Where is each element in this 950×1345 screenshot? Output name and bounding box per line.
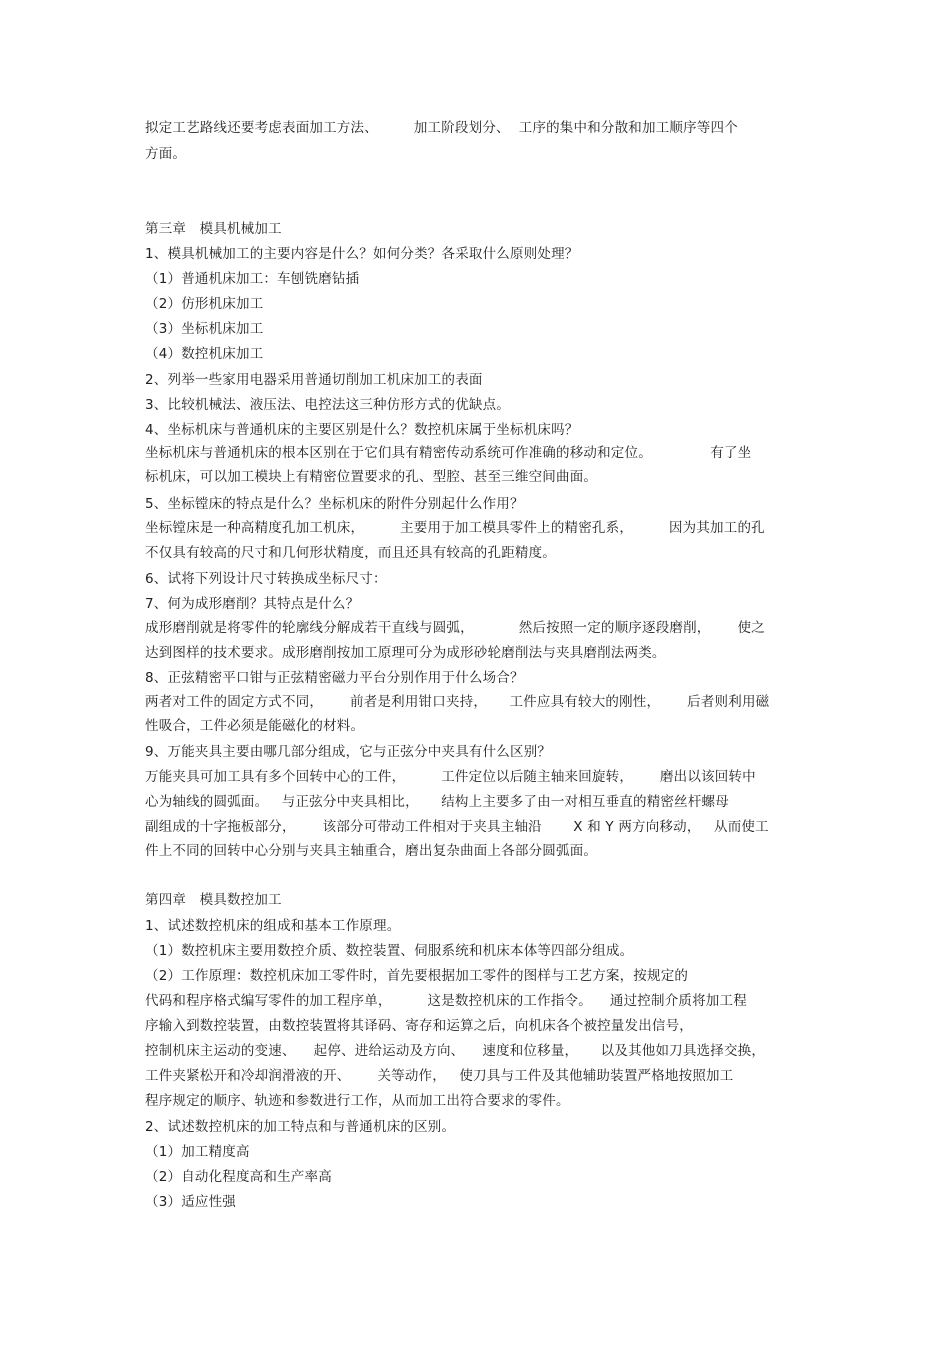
list-item: （4）数控机床加工 bbox=[145, 346, 264, 362]
question: 3、比较机械法、液压法、电控法这三种仿形方式的优缺点。 bbox=[145, 397, 510, 413]
answer-line: 工件夹紧松开和冷却润滑液的开、 关等动作， 使刀具与工件及其他辅助装置严格地按照加工 bbox=[145, 1068, 734, 1084]
answer-line: 万能夹具可加工具有多个回转中心的工件， 工件定位以后随主轴来回旋转， 磨出以该回转中 bbox=[145, 769, 756, 785]
list-item: （3）适应性强 bbox=[145, 1194, 236, 1210]
question: 9、万能夹具主要由哪几部分组成，它与正弦分中夹具有什么区别？ bbox=[145, 744, 552, 760]
answer-line: 两者对工件的固定方式不同， 前者是利用钳口夹持， 工件应具有较大的刚性， 后者则利用磁 bbox=[145, 694, 770, 710]
answer-line: 达到图样的技术要求。成形磨削按加工原理可分为成形砂轮磨削法与夹具磨削法两类。 bbox=[145, 645, 666, 661]
chapter-heading: 第四章 模具数控加工 bbox=[145, 892, 282, 908]
text-line: 方面。 bbox=[145, 146, 187, 162]
answer-line: 件上不同的回转中心分别与夹具主轴重合，磨出复杂曲面上各部分圆弧面。 bbox=[145, 843, 598, 859]
answer-line: 副组成的十字拖板部分， 该部分可带动工件相对于夹具主轴沿 X 和 Y 两方向移动， 从而使工 bbox=[145, 819, 769, 835]
list-item: （2）工作原理：数控机床加工零件时，首先要根据加工零件的图样与工艺方案，按规定的 bbox=[145, 968, 689, 984]
answer-line: 代码和程序格式编写零件的加工程序单， 这是数控机床的工作指令。 通过控制介质将加工程 bbox=[145, 993, 747, 1009]
answer-line: 不仅具有较高的尺寸和几何形状精度，而且还具有较高的孔距精度。 bbox=[145, 545, 556, 561]
list-item: （1）加工精度高 bbox=[145, 1144, 250, 1160]
question: 8、正弦精密平口钳与正弦精密磁力平台分别作用于什么场合？ bbox=[145, 670, 524, 686]
question: 1、试述数控机床的组成和基本工作原理。 bbox=[145, 918, 401, 934]
answer-line: 标机床，可以加工模块上有精密位置要求的孔、型腔、甚至三维空间曲面。 bbox=[145, 469, 598, 485]
list-item: （2）仿形机床加工 bbox=[145, 296, 264, 312]
question: 2、试述数控机床的加工特点和与普通机床的区别。 bbox=[145, 1119, 456, 1135]
list-item: （1）普通机床加工：车刨铣磨钻插 bbox=[145, 271, 360, 287]
answer-line: 程序规定的顺序、轨迹和参数进行工作，从而加工出符合要求的零件。 bbox=[145, 1093, 570, 1109]
question: 5、坐标镗床的特点是什么？坐标机床的附件分别起什么作用？ bbox=[145, 496, 524, 512]
answer-line: 坐标机床与普通机床的根本区别在于它们具有精密传动系统可作准确的移动和定位。 有了坐 bbox=[145, 445, 752, 461]
question: 1、模具机械加工的主要内容是什么？如何分类？各采取什么原则处理？ bbox=[145, 246, 579, 262]
text-line: 拟定工艺路线还要考虑表面加工方法、 加工阶段划分、 工序的集中和分散和加工顺序等四个 bbox=[145, 120, 738, 136]
question: 4、坐标机床与普通机床的主要区别是什么？数控机床属于坐标机床吗？ bbox=[145, 422, 579, 438]
question: 6、试将下列设计尺寸转换成坐标尺寸： bbox=[145, 571, 387, 587]
answer-line: 心为轴线的圆弧面。 与正弦分中夹具相比， 结构上主要多了由一对相互垂直的精密丝杆螺母 bbox=[145, 794, 729, 810]
chapter-heading: 第三章 模具机械加工 bbox=[145, 221, 282, 237]
answer-line: 坐标镗床是一种高精度孔加工机床， 主要用于加工模具零件上的精密孔系， 因为其加工的孔 bbox=[145, 520, 765, 536]
question: 7、何为成形磨削？其特点是什么？ bbox=[145, 596, 360, 612]
list-item: （2）自动化程度高和生产率高 bbox=[145, 1169, 332, 1185]
answer-line: 成形磨削就是将零件的轮廓线分解成若干直线与圆弧， 然后按照一定的顺序逐段磨削， 使之 bbox=[145, 620, 765, 636]
list-item: （3）坐标机床加工 bbox=[145, 321, 264, 337]
question: 2、列举一些家用电器采用普通切削加工机床加工的表面 bbox=[145, 372, 483, 388]
answer-line: 序输入到数控装置，由数控装置将其译码、寄存和运算之后，向机床各个被控量发出信号， bbox=[145, 1018, 693, 1034]
list-item: （1）数控机床主要用数控介质、数控装置、伺服系统和机床本体等四部分组成。 bbox=[145, 943, 634, 959]
answer-line: 控制机床主运动的变速、 起停、进给运动及方向、 速度和位移量， 以及其他如刀具选择交换， bbox=[145, 1043, 766, 1059]
answer-line: 性吸合，工件必须是能磁化的材料。 bbox=[145, 718, 365, 734]
